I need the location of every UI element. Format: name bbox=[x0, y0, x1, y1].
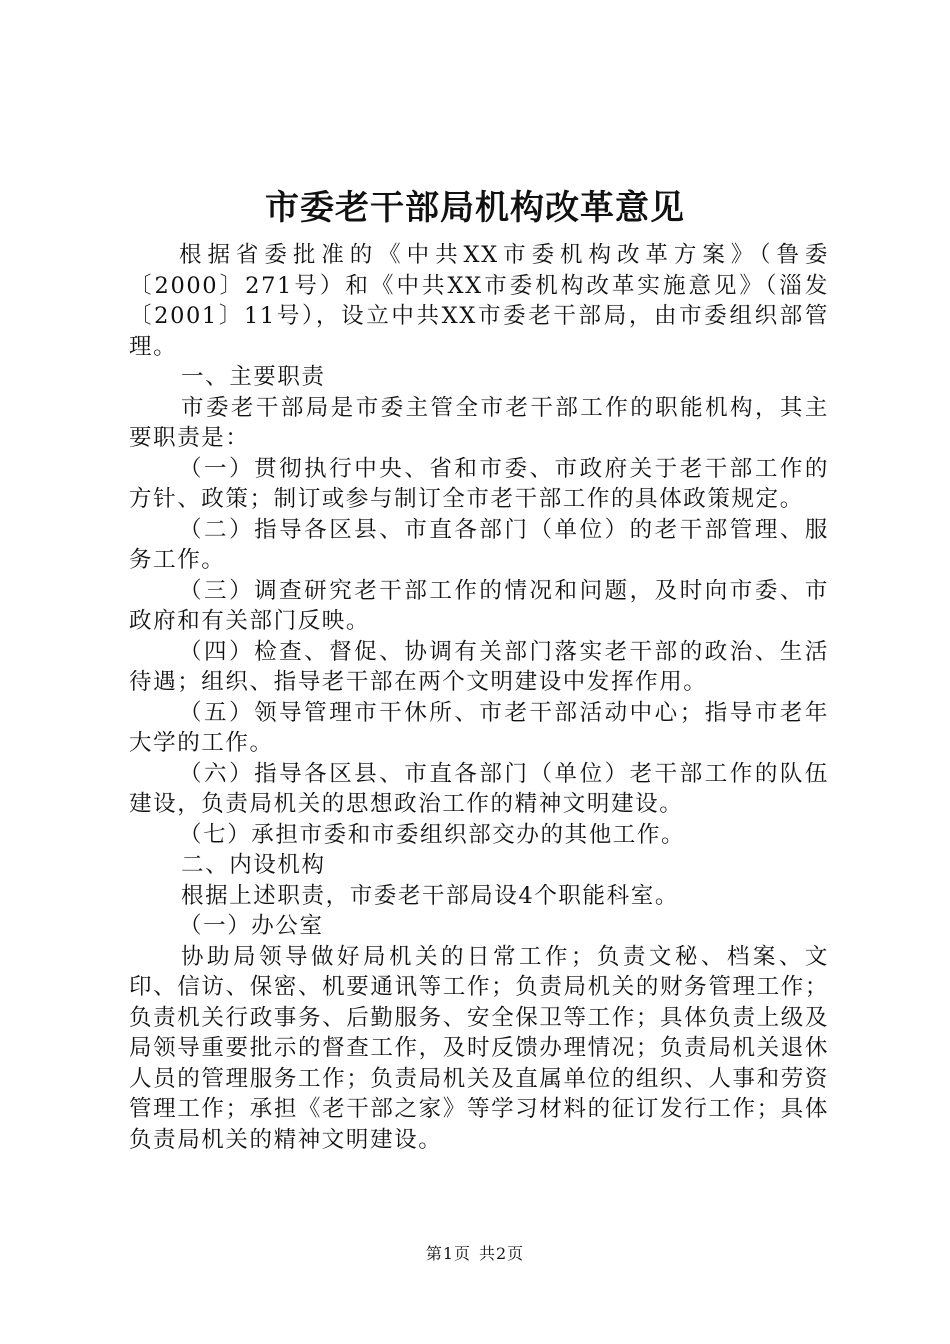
duty-item-1: （一）贯彻执行中央、省和市委、市政府关于老干部工作的方针、政策；制订或参与制订全市老干部工作的具体政策规定。 bbox=[129, 455, 829, 512]
duty-item-7: （七）承担市委和市委组织部交办的其他工作。 bbox=[179, 821, 686, 848]
page-number: 第1页 bbox=[425, 1244, 471, 1263]
duty-item-4: （四）检查、督促、协调有关部门落实老干部的政治、生活待遇；组织、指导老干部在两个文明建设中发挥作用。 bbox=[129, 638, 829, 695]
paragraph-structure-intro: 根据上述职责，市委老干部局设4个职能科室。 bbox=[181, 882, 679, 909]
duty-item-6: （六）指导各区县、市直各部门（单位）老干部工作的队伍建设，负责局机关的思想政治工作的精神文明建设。 bbox=[129, 760, 829, 817]
page-footer bbox=[0, 1244, 950, 1264]
section-heading-structure: 二、内设机构 bbox=[181, 852, 326, 878]
duty-item-3: （三）调查研究老干部工作的情况和问题，及时向市委、市政府和有关部门反映。 bbox=[129, 577, 829, 634]
paragraph-office-duties: 协助局领导做好局机关的日常工作；负责文秘、档案、文印、信访、保密、机要通讯等工作；负责局机关的财务管理工作；负责机关行政事务、后勤服务、安全保卫等工作；具体负责上级及局领导重要批示的督查工作，及时反馈办理情况；负责局机关退休人员的管理服务工作；负责局机关及直属单位的组织、人事和劳资管理工作；承担《老干部之家》等学习材料的征订发行工作；具体负责局机关的精神文明建设。 bbox=[129, 943, 829, 1153]
document-title: 市委老干部局机构改革意见 bbox=[265, 188, 685, 228]
paragraph-duties-intro: 市委老干部局是市委主管全市老干部工作的职能机构，其主要职责是： bbox=[129, 394, 829, 451]
subsection-heading-office: （一）办公室 bbox=[179, 913, 324, 939]
duty-item-2: （二）指导各区县、市直各部门（单位）的老干部管理、服务工作。 bbox=[129, 516, 829, 573]
section-heading-duties: 一、主要职责 bbox=[181, 364, 326, 390]
paragraph-intro: 根据省委批准的《中共XX市委机构改革方案》（鲁委〔2000〕271号）和《中共XX市委机构改革实施意见》（淄发〔2001〕11号），设立中共XX市委老干部局，由市委组织部管理。 bbox=[129, 242, 829, 360]
duty-item-5: （五）领导管理市干休所、市老干部活动中心；指导市老年大学的工作。 bbox=[129, 699, 829, 756]
page-total: 共2页 bbox=[479, 1244, 525, 1263]
document-body bbox=[129, 240, 829, 1155]
